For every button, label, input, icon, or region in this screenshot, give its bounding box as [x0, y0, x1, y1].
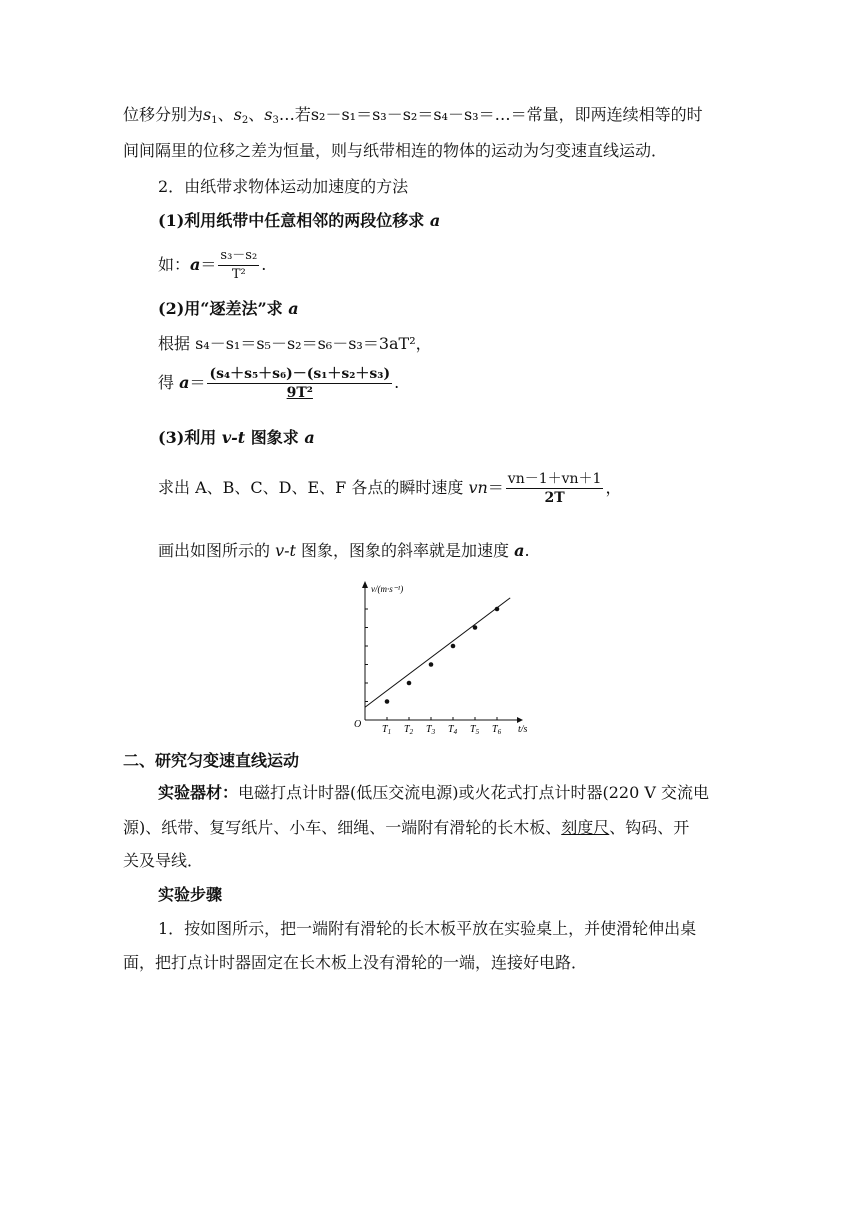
- step-1-line: 1．按如图所示，把一端附有滑轮的长木板平放在实验桌上，并使滑轮伸出桌: [158, 919, 697, 938]
- x-tick-label: $T_3$: [426, 724, 436, 736]
- fraction: [218, 247, 259, 284]
- numerator: (s₄＋s₅＋s₆)－(s₁＋s₂＋s₃): [209, 366, 391, 382]
- text: …若: [278, 105, 311, 124]
- var: s: [264, 105, 273, 124]
- subscript: 3: [272, 115, 279, 126]
- section-title: 2．由纸带求物体运动加速度的方法: [158, 177, 409, 196]
- text: (3)利用: [158, 428, 222, 447]
- equation-text: s₂－s₁＝s₃－s₂＝s₄－s₃＝…＝常量，即两连续相等的时: [310, 105, 703, 124]
- fraction: [506, 470, 604, 507]
- steps-heading: 实验步骤: [158, 885, 223, 904]
- subscript: 2: [241, 115, 249, 126]
- equipment-line: [123, 817, 689, 839]
- y-axis-label: v/(m·s⁻¹): [371, 584, 404, 594]
- method-3-speed: [158, 470, 621, 507]
- var: s: [233, 105, 242, 124]
- denominator: T²: [231, 267, 246, 282]
- x-tick-label: $T_2$: [404, 724, 414, 736]
- x-tick-label: $T_4$: [448, 724, 458, 736]
- x-axis-arrow: [517, 717, 523, 723]
- method-2-title: [158, 298, 299, 320]
- vt-chart: [345, 578, 535, 738]
- subscript: 1: [211, 115, 218, 126]
- text: (2)用“逐差法”求: [158, 299, 289, 318]
- method-2-result: [158, 365, 399, 402]
- y-axis-arrow: [362, 581, 368, 588]
- step-1-line: 面，把打点计时器固定在长木板上没有滑轮的一端，连接好电路．: [123, 953, 588, 972]
- x-tick-label: $T_6$: [492, 724, 502, 736]
- equipment-line: 关及导线．: [123, 851, 204, 870]
- data-point: [429, 662, 434, 667]
- text: 位移分别为: [123, 105, 204, 124]
- denominator: 2T: [544, 490, 565, 506]
- numerator: vn－1＋vn＋1: [507, 471, 602, 487]
- var: vn: [468, 478, 488, 497]
- var: a: [190, 255, 201, 274]
- denominator: 9T²: [286, 385, 313, 401]
- text: 、钩码、开: [609, 818, 690, 837]
- underlined-text: 刻度尺: [561, 818, 610, 837]
- text: 电磁打点计时器(低压交流电源)或火花式打点计时器(220 V 交流电: [238, 783, 710, 802]
- var: a: [304, 428, 315, 447]
- fraction: [207, 365, 392, 402]
- text: 图象，图象的斜率就是加速度: [295, 541, 515, 560]
- text: ＝: [487, 478, 504, 497]
- paragraph-line: 间间隔里的位移之差为恒量，则与纸带相连的物体的运动为匀变速直线运动．: [123, 141, 668, 160]
- equipment-line: [158, 782, 709, 804]
- text: 得: [158, 373, 180, 392]
- data-point: [385, 699, 390, 704]
- data-point: [495, 607, 500, 612]
- var: v-t: [221, 428, 246, 447]
- method-1-formula: [158, 247, 266, 284]
- x-tick-label: $T_5$: [470, 724, 480, 736]
- text: 、: [248, 105, 265, 124]
- data-point: [407, 681, 412, 686]
- origin-label: O: [354, 719, 362, 730]
- text: 如：: [158, 255, 191, 274]
- var: a: [429, 211, 441, 230]
- fit-line: [365, 598, 510, 707]
- text: 求出 A、B、C、D、E、F 各点的瞬时速度: [158, 478, 469, 497]
- var: a: [514, 541, 525, 560]
- text: .: [261, 255, 267, 274]
- text: 画出如图所示的: [158, 541, 276, 560]
- text: ＝: [200, 255, 217, 274]
- text: ，: [605, 478, 622, 497]
- text: 源)、纸带、复写纸片、小车、细绳、一端附有滑轮的长木板、: [123, 818, 562, 837]
- part-2-heading: 二、研究匀变速直线运动: [123, 751, 300, 770]
- data-point: [451, 644, 456, 649]
- text: .: [394, 373, 400, 392]
- var: a: [288, 299, 299, 318]
- method-3-draw: [158, 540, 530, 562]
- text: ＝: [189, 373, 206, 392]
- method-3-title: [158, 427, 315, 449]
- numerator: s₃－s₂: [218, 247, 259, 266]
- paragraph-line: [123, 104, 703, 132]
- var: s: [203, 105, 212, 124]
- text: 、: [217, 105, 234, 124]
- text: .: [524, 541, 530, 560]
- method-1-title: [158, 210, 440, 232]
- x-axis-label: t/s: [518, 724, 528, 735]
- var: v-t: [275, 541, 296, 560]
- x-tick-label: $T_1$: [382, 724, 392, 736]
- method-2-basis: 根据 s₄－s₁＝s₅－s₂＝s₆－s₃＝3aT²，: [158, 334, 432, 353]
- text: 图象求: [245, 428, 305, 447]
- label: 实验器材：: [158, 783, 239, 802]
- var: a: [179, 373, 190, 392]
- text: (1)利用纸带中任意相邻的两段位移求: [158, 211, 430, 230]
- data-point: [473, 625, 478, 630]
